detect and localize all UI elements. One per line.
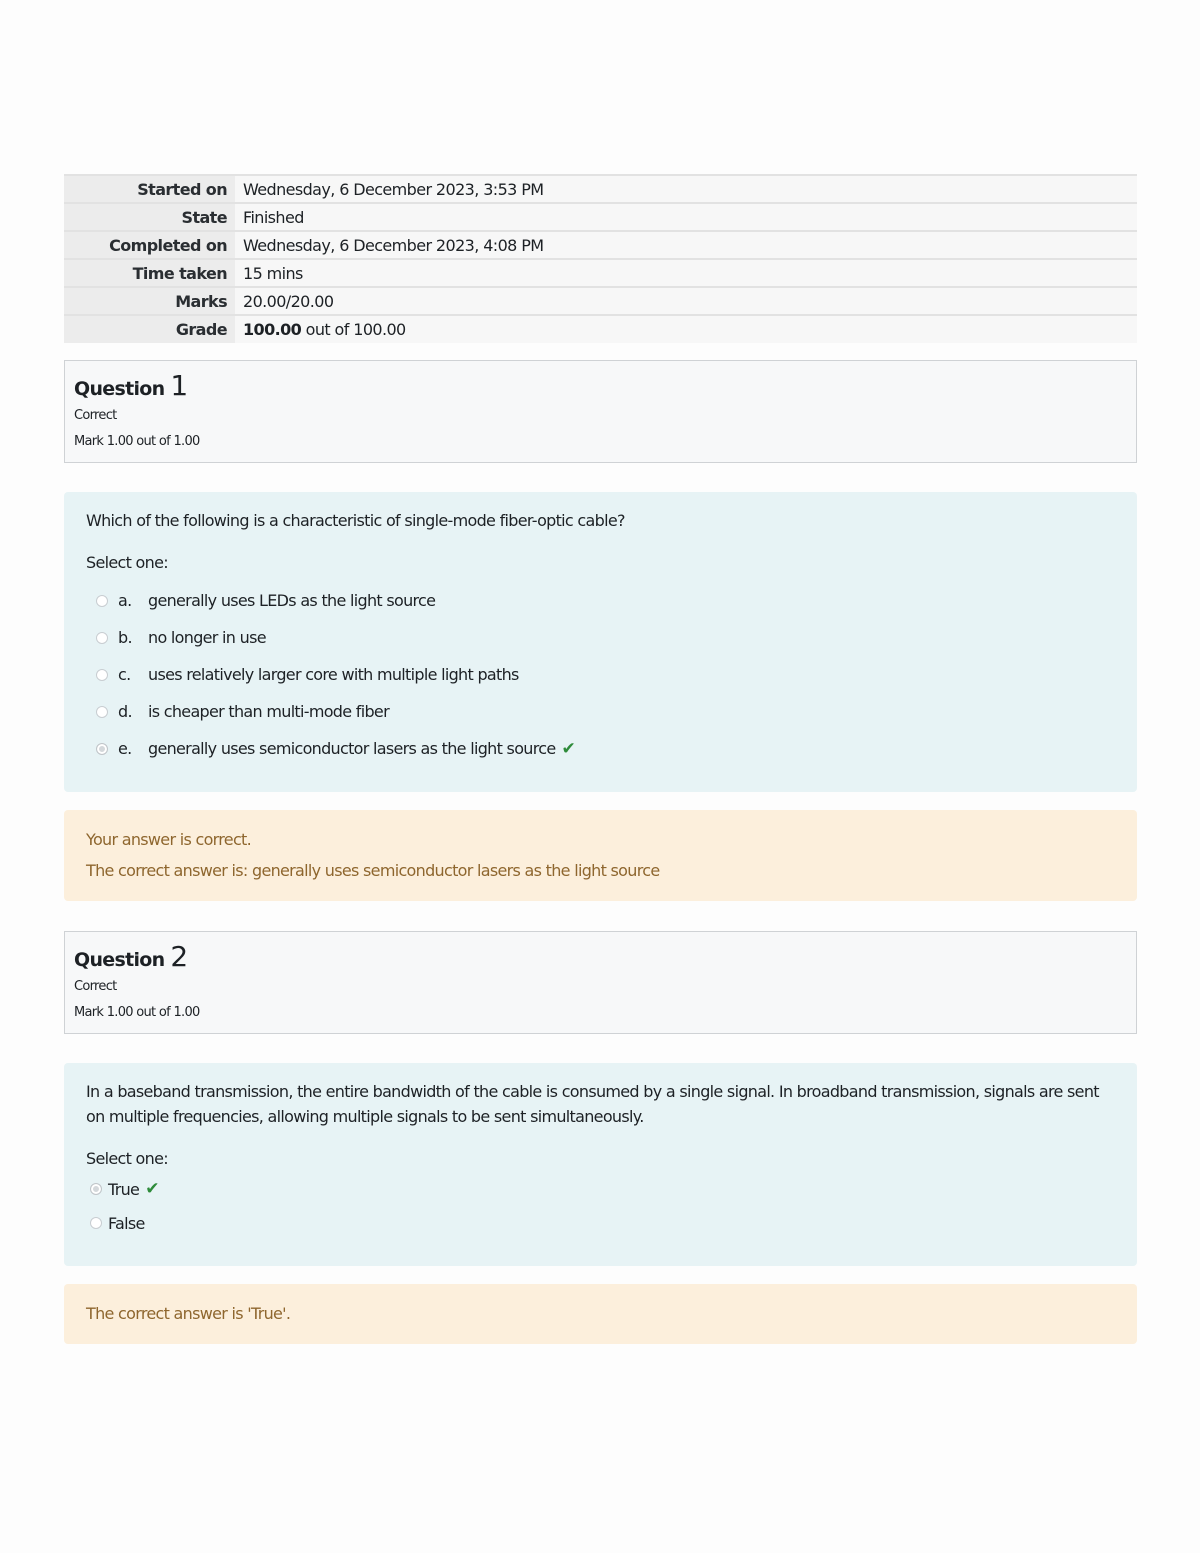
question-text: Which of the following is a characteristic of single-mode fiber-optic cable? [86,511,625,530]
question-number [74,369,1127,402]
grade-score: 100.00 [243,320,302,339]
summary-row-grade [64,315,1137,343]
option-text: no longer in use [148,628,266,647]
summary-value: Wednesday, 6 December 2023, 4:08 PM [235,231,1137,259]
question-2-feedback [64,1284,1137,1344]
question-2-formulation [64,1063,1137,1266]
answer-option-d[interactable] [86,693,1115,730]
summary-label: Completed on [64,231,235,259]
summary-value: Finished [235,203,1137,231]
summary-row-time [64,259,1137,287]
option-text: uses relatively larger core with multiple light paths [148,665,519,684]
question-number [74,940,1127,973]
correct-check-icon: ✔ [145,1179,159,1199]
option-text: False [108,1213,145,1233]
right-answer: The correct answer is 'True'. [86,1304,291,1323]
summary-row-state [64,203,1137,231]
answer-options [86,1172,1115,1240]
question-grade: Mark 1.00 out of 1.00 [74,434,200,449]
answer-option-b[interactable] [86,619,1115,656]
summary-value: 15 mins [235,259,1137,287]
radio-button[interactable] [96,595,108,607]
summary-value [235,315,1137,343]
summary-label: Grade [64,315,235,343]
option-letter: b. [118,628,132,647]
radio-button-selected[interactable] [90,1183,102,1195]
answer-option-a[interactable] [86,582,1115,619]
question-state: Correct [74,979,117,994]
answer-options [86,582,1115,767]
option-text: generally uses semiconductor lasers as the light source [148,739,556,758]
question-2-info [64,931,1137,1034]
right-answer: The correct answer is: generally uses semiconductor lasers as the light source [86,861,660,880]
question-num: 2 [170,940,189,973]
question-1-feedback [64,810,1137,901]
question-state: Correct [74,408,117,423]
question-num: 1 [170,369,189,402]
question-label: Question [74,949,165,971]
summary-label: Marks [64,287,235,315]
option-letter: e. [118,739,132,758]
radio-button[interactable] [96,669,108,681]
radio-button[interactable] [90,1217,102,1229]
question-label: Question [74,378,165,400]
summary-label: State [64,203,235,231]
summary-row-started [64,175,1137,203]
specific-feedback: Your answer is correct. [86,830,251,849]
answer-option-c[interactable] [86,656,1115,693]
summary-value: Wednesday, 6 December 2023, 3:53 PM [235,175,1137,203]
answer-option-e[interactable] [86,730,1115,767]
answer-option-false[interactable] [86,1206,1115,1240]
grade-out-of: out of 100.00 [301,320,406,339]
option-letter: d. [118,702,132,721]
question-grade: Mark 1.00 out of 1.00 [74,1005,200,1020]
question-1-info [64,360,1137,463]
option-letter: c. [118,665,131,684]
summary-value: 20.00/20.00 [235,287,1137,315]
question-text: In a baseband transmission, the entire bandwidth of the cable is consumed by a single signal. In broadband transmission, signals are sent on multiple frequencies, allowing multiple signals to be sent simultaneously. [86,1082,1099,1126]
select-one-prompt: Select one: [86,553,168,572]
summary-label: Started on [64,175,235,203]
option-letter: a. [118,591,132,610]
option-text: generally uses LEDs as the light source [148,591,436,610]
radio-button[interactable] [96,706,108,718]
radio-button-selected[interactable] [96,743,108,755]
question-1-formulation [64,492,1137,792]
summary-label: Time taken [64,259,235,287]
quiz-review [64,174,1137,1344]
attempt-summary-table [64,174,1137,343]
radio-button[interactable] [96,632,108,644]
summary-row-marks [64,287,1137,315]
answer-option-true[interactable] [86,1172,1115,1206]
option-text: is cheaper than multi-mode fiber [148,702,389,721]
select-one-prompt: Select one: [86,1149,168,1168]
summary-row-completed [64,231,1137,259]
option-text: True [108,1179,140,1199]
correct-check-icon: ✔ [561,738,576,759]
